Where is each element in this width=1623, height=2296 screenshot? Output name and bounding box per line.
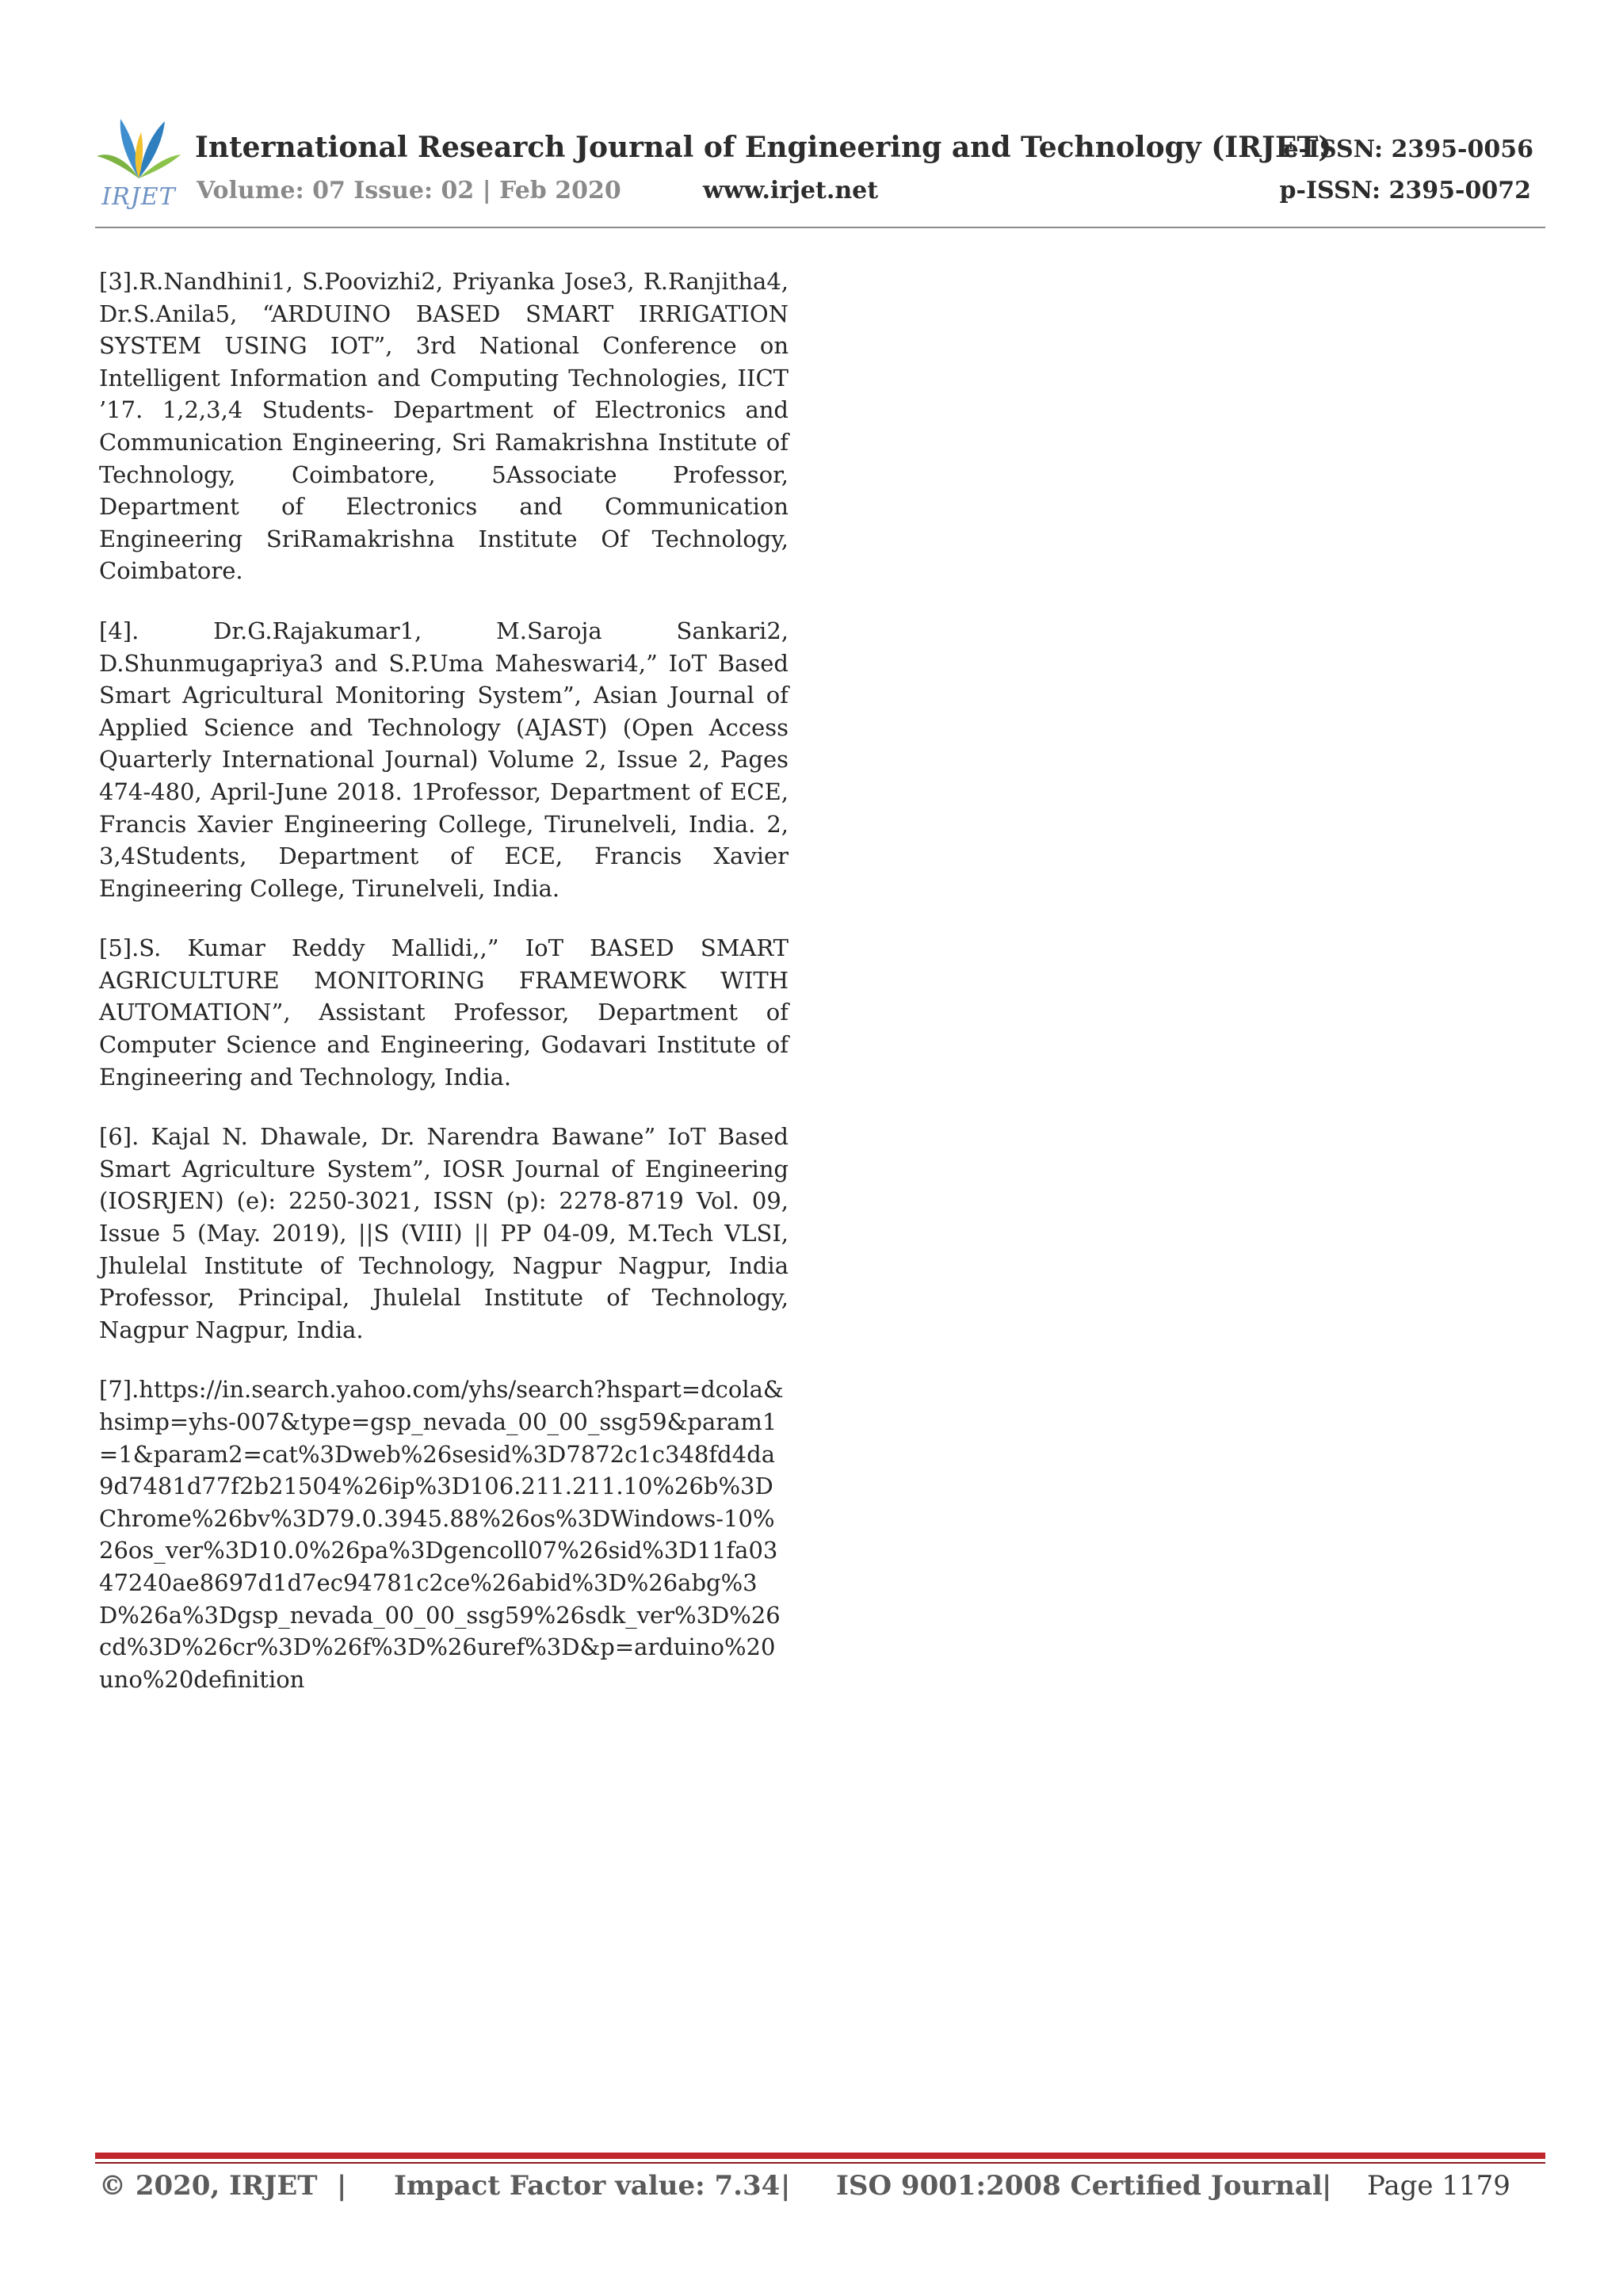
journal-title: International Research Journal of Engineering and Technology (IRJET) [195, 131, 1332, 164]
reference-item: [4]. Dr.G.Rajakumar1, M.Saroja Sankari2, D.Shunmugapriya3 and S.P.Uma Maheswari4,” IoT Based Smart Agricultural Monitoring System”, Asian Journal of Applied Science and Technology (AJAST) (Open Access Quarterly International Journal) Volume 2, Issue 2, Pages 474-480, April-June 2018. 1Professor, Department of ECE, Francis Xavier Engineering College, Tirunelveli, India. 2, 3,4Students, Department of ECE, Francis Xavier Engineering College, Tirunelveli, India. [99, 617, 789, 902]
page-footer [99, 2170, 1541, 2210]
p-issn: p-ISSN: 2395-0072 [1279, 177, 1531, 204]
references-column [99, 266, 789, 1695]
website-link[interactable]: www.irjet.net [703, 177, 879, 204]
reference-item: [6]. Kajal N. Dhawale, Dr. Narendra Bawane” IoT Based Smart Agriculture System”, IOSR Journal of Engineering (IOSRJEN) (e): 2250-3021, ISSN (p): 2278-8719 Vol. 09, Issue 5 (May. 2019), ||S (VIII) || PP 04-09, M.Tech VLSI, Jhulelal Institute of Technology, Nagpur Nagpur, India Professor, Principal, Jhulelal Institute of Technology, Nagpur Nagpur, India. [99, 1123, 789, 1343]
irjet-logo [95, 115, 182, 210]
header-divider [95, 227, 1545, 228]
footer-separator: | [1322, 2170, 1332, 2202]
volume-issue: Volume: 07 Issue: 02 | Feb 2020 [197, 177, 621, 204]
footer-iso: ISO 9001:2008 Certified Journal [836, 2170, 1323, 2202]
e-issn: e-ISSN: 2395-0056 [1283, 136, 1533, 163]
footer-copyright: © 2020, IRJET [99, 2170, 318, 2202]
logo-text: IRJET [101, 183, 176, 211]
footer-separator: | [337, 2170, 347, 2202]
page-number: Page 1179 [1367, 2170, 1510, 2202]
reference-item: [3].R.Nandhini1, S.Poovizhi2, Priyanka Jose3, R.Ranjitha4, Dr.S.Anila5, “ARDUINO BASED SMART IRRIGATION SYSTEM USING IOT”, 3rd National Conference on Intelligent Information and Computing Technologies, IICT ’17. 1,2,3,4 Students- Department of Electronics and Communication Engineering, Sri Ramakrishna Institute of Technology, Coimbatore, 5Associate Professor, Department of Electronics and Communication Engineering SriRamakrishna Institute Of Technology, Coimbatore. [99, 268, 789, 585]
reference-item-url[interactable]: [7].https://in.search.yahoo.com/yhs/search?hspart=dcola&hsimp=yhs-007&type=gsp_nevada_00_00_ssg59&param1=1&param2=cat%3Dweb%26sesid%3D7872c1c348fd4da9d7481d77f2b21504%26ip%3D106.211.211.10%26b%3DChrome%26bv%3D79.0.3945.88%26os%3DWindows-10%26os_ver%3D10.0%26pa%3Dgencoll07%26sid%3D11fa0347240ae8697d1d7ec94781c2ce%26abid%3D%26abg%3D%26a%3Dgsp_nevada_00_00_ssg59%26sdk_ver%3D%26cd%3D%26cr%3D%26f%3D%26uref%3D&p=arduino%20uno%20definition [99, 1376, 784, 1693]
page-header [95, 115, 1545, 230]
footer-rule-thin [95, 2162, 1545, 2164]
leaf-icon [95, 115, 182, 186]
reference-item: [5].S. Kumar Reddy Mallidi,,” IoT BASED SMART AGRICULTURE MONITORING FRAMEWORK WITH AUTOMATION”, Assistant Professor, Department of Computer Science and Engineering, Godavari Institute of Engineering and Technology, India. [99, 934, 789, 1091]
footer-impact-factor: Impact Factor value: 7.34 [394, 2170, 781, 2202]
footer-rule-thick [95, 2153, 1545, 2159]
footer-separator: | [781, 2170, 791, 2202]
